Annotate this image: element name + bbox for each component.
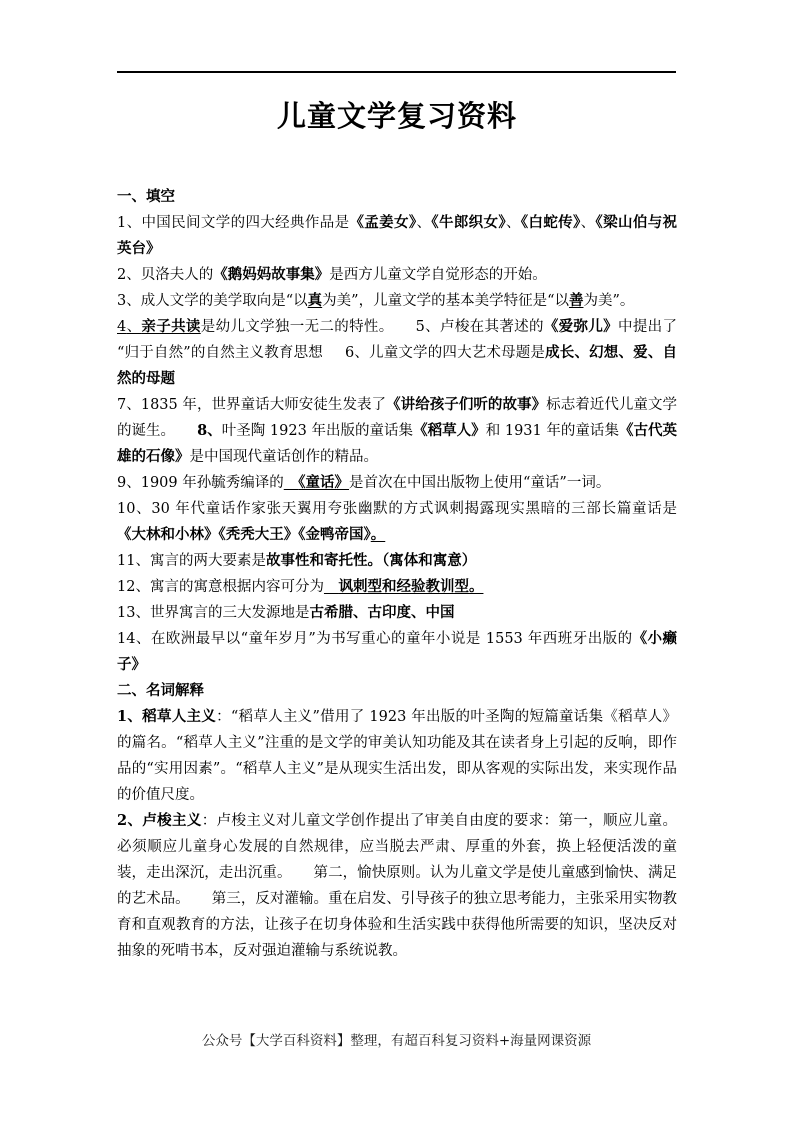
list-item: 13、世界寓言的三大发源地是古希腊、古印度、中国 (117, 605, 455, 621)
page-footer: 公众号【大学百科资料】整理，有超百科复习资料+海量网课资源 (201, 1033, 592, 1049)
page-title: 儿童文学复习资料 (276, 99, 517, 133)
list-item: 4、亲子共读是幼儿文学独一无二的特性。 5、卢梭在其著述的《爱弥儿》中提出了“归于自然”的自然主义教育思想 6、儿童文学的四大艺术母题是成长、幻想、爱、自然的母题 (117, 319, 678, 387)
list-item: 12、寓言的寓意根据内容可分为 讽刺型和经验教训型。 (117, 579, 484, 595)
document-content (117, 96, 677, 964)
list-item: 1、中国民间文学的四大经典作品是《孟姜女》、《牛郎织女》、《白蛇传》、《梁山伯与祝英台》 (117, 215, 678, 257)
section-fill-in-the-blank (117, 184, 677, 678)
list-item: 9、1909 年孙毓秀编译的 《童话》是首次在中国出版物上使用“童话”一词。 (117, 475, 611, 491)
list-item: 2、卢梭主义：卢梭主义对儿童文学创作提出了审美自由度的要求：第一，顺应儿童。必须顺应儿童身心发展的自然规律，应当脱去严肃、厚重的外套，换上轻便活泼的童装，走出深沉，走出沉重。 第二，愉快原则。认为儿童文学是使儿童感到愉快、满足的艺术品。 第三，反对灌输。重在启发、引导孩子的独立思考能力，主张采用实物教育和直观教育的方法，让孩子在切身体验和生活实践中获得他所需要的知识，坚决反对抽象的死啃书本，反对强迫灌输与系统说教。 (117, 812, 678, 959)
list-item: 14、在欧洲最早以“童年岁月”为书写重心的童年小说是 1553 年西班牙出版的《小癞子》 (117, 631, 677, 673)
list-item: 7、1835 年，世界童话大师安徒生发表了《讲给孩子们听的故事》标志着近代儿童文学的诞生。 8、叶圣陶 1923 年出版的童话集《稻草人》和 1931 年的童话集《古代英雄的石像》是中国现代童话创作的精品。 (117, 397, 678, 465)
section-heading: 一、填空 (117, 189, 175, 205)
section-term-explanation (117, 678, 677, 964)
section-heading: 二、名词解释 (117, 683, 204, 699)
list-item: 2、贝洛夫人的《鹅妈妈故事集》是西方儿童文学自觉形态的开始。 (117, 267, 547, 283)
list-item: 10、30 年代童话作家张天翼用夸张幽默的方式讽刺揭露现实黑暗的三部长篇童话是《大林和小林》《秃秃大王》《金鸭帝国》。 (117, 501, 678, 543)
list-item: 11、寓言的两大要素是故事性和寄托性。（寓体和寓意） (117, 553, 477, 569)
list-item: 1、稻草人主义：“稻草人主义”借用了 1923 年出版的叶圣陶的短篇童话集《稻草人》的篇名。“稻草人主义”注重的是文学的审美认知功能及其在读者身上引起的反响，即作品的“实用因素”。“稻草人主义”是从现实生活出发，即从客观的实际出发，来实现作品的价值尺度。 (117, 708, 678, 803)
list-item: 3、成人文学的美学取向是“以真为美”，儿童文学的基本美学特征是“以善为美”。 (117, 293, 635, 309)
header-rule-divider (117, 71, 676, 73)
